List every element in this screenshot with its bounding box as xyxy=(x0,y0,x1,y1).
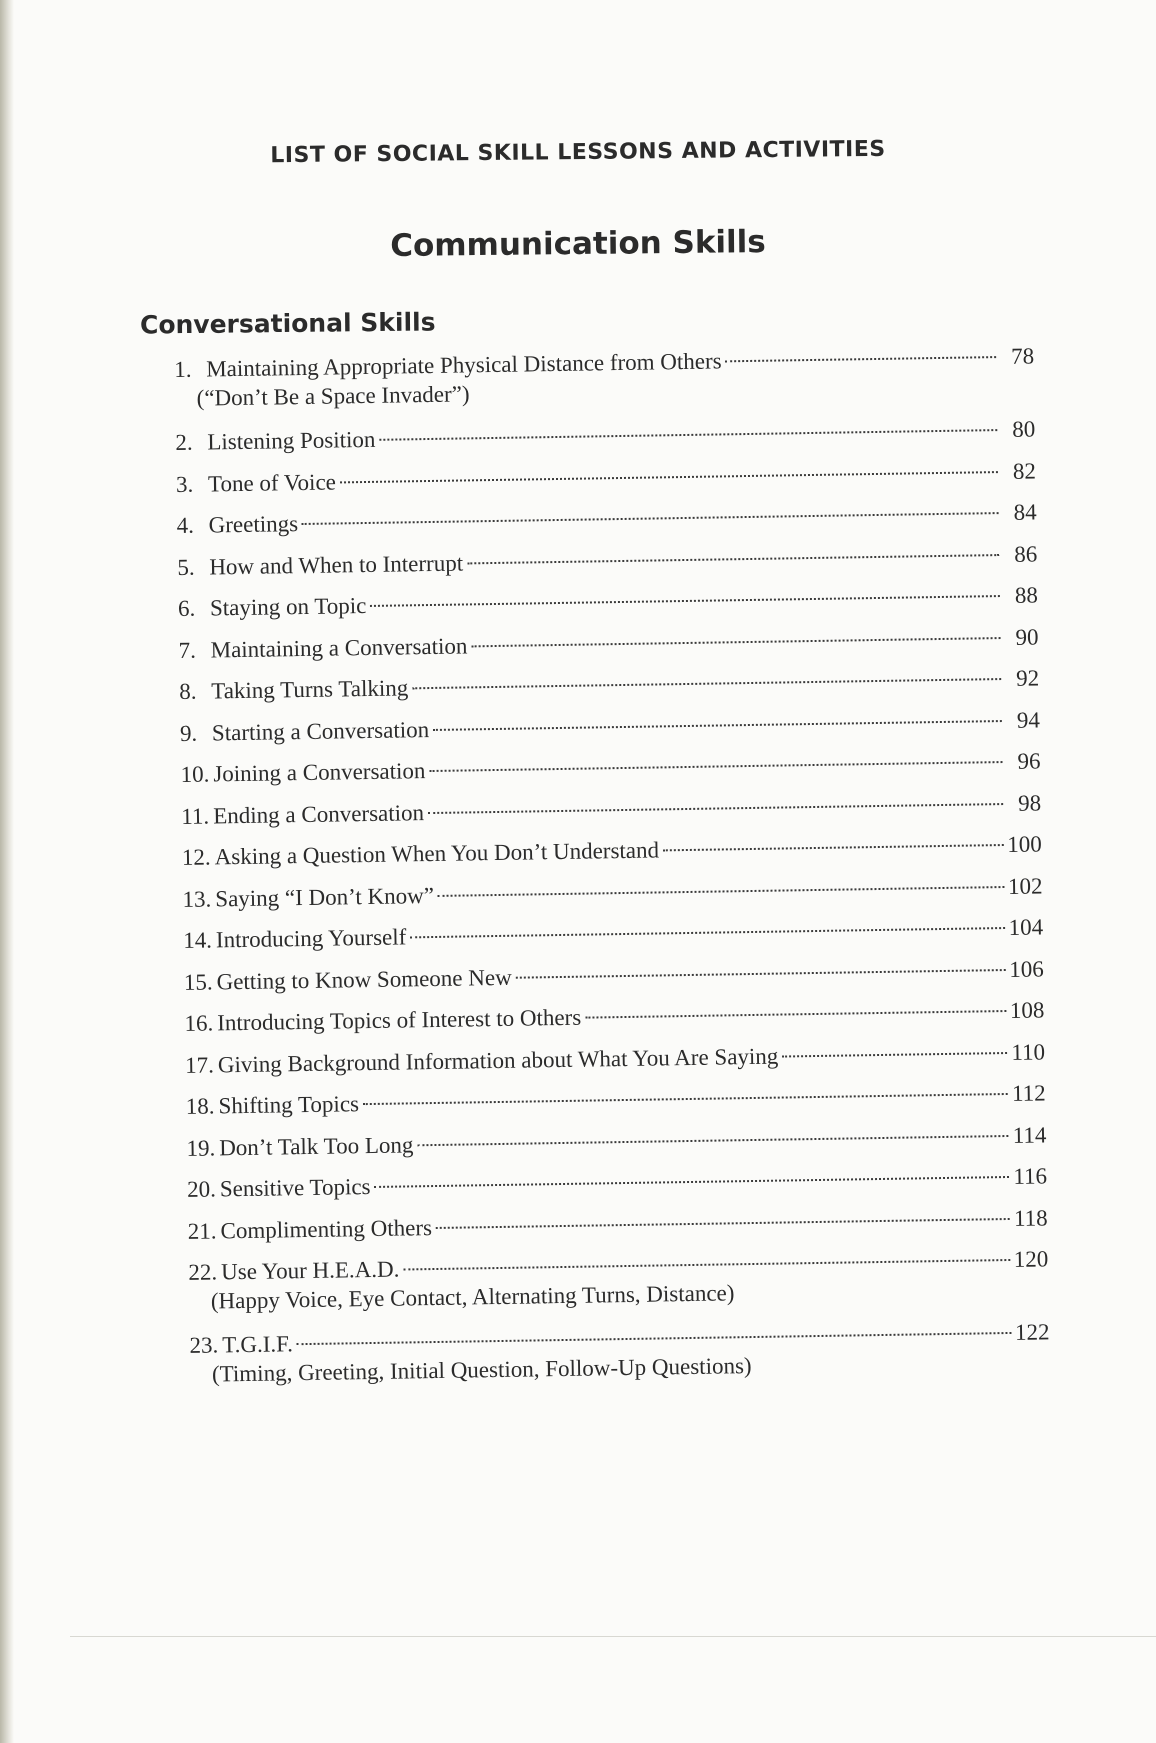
entry-number: 14. xyxy=(183,927,213,953)
entry-number: 6. xyxy=(177,595,196,621)
entry-page: 106 xyxy=(1009,955,1044,982)
entry-number: 19. xyxy=(186,1134,216,1161)
entry-number: 13. xyxy=(182,885,212,912)
entry-number: 5. xyxy=(177,554,195,580)
entry-title: Ending a Conversation xyxy=(213,799,425,828)
dot-leader xyxy=(429,761,1002,772)
dot-leader xyxy=(379,429,997,441)
entry-title: Don’t Talk Too Long xyxy=(219,1131,414,1160)
toc-entry xyxy=(186,1078,1046,1121)
entry-title: Use Your H.E.A.D. xyxy=(220,1256,400,1285)
dot-leader xyxy=(467,554,999,564)
entry-number: 7. xyxy=(178,637,197,663)
toc-entry xyxy=(183,912,1043,955)
toc-entry xyxy=(184,995,1044,1038)
dot-leader xyxy=(297,1332,1011,1345)
entry-title: Complimenting Others xyxy=(220,1214,433,1243)
toc-entry xyxy=(188,1244,1049,1316)
entry-page: 112 xyxy=(1011,1080,1046,1106)
entry-title: Staying on Topic xyxy=(209,593,367,621)
dot-leader xyxy=(726,356,997,362)
dot-leader xyxy=(417,1134,1008,1145)
entry-page: 120 xyxy=(1013,1246,1049,1272)
toc-entry xyxy=(179,663,1039,706)
entry-subtitle: (Happy Voice, Eye Contact, Alternating Turns, Distance) xyxy=(210,1280,735,1314)
entry-page: 118 xyxy=(1013,1204,1048,1231)
subsection-title: Conversational Skills xyxy=(139,307,436,340)
dot-leader xyxy=(436,1217,1010,1228)
entry-subtitle: (Timing, Greeting, Initial Question, Follow-Up Questions) xyxy=(211,1353,752,1387)
dot-leader xyxy=(363,1093,1008,1105)
toc-entry xyxy=(177,539,1037,582)
entry-subtitle: (“Don’t Be a Space Invader”) xyxy=(196,381,470,411)
toc-entry xyxy=(188,1203,1048,1246)
dot-leader xyxy=(412,678,1001,689)
entry-number: 2. xyxy=(175,429,193,455)
entry-page: 80 xyxy=(1012,416,1036,442)
entry-page: 94 xyxy=(1016,706,1041,733)
dot-leader xyxy=(302,512,999,525)
entry-number: 21. xyxy=(187,1217,217,1244)
page-bottom-rule xyxy=(70,1636,1156,1637)
list-heading: LIST OF SOCIAL SKILL LESSONS AND ACTIVITIES xyxy=(270,136,886,169)
entry-title: T.G.I.F. xyxy=(222,1331,294,1358)
entry-number: 12. xyxy=(181,844,211,870)
entry-number: 9. xyxy=(179,720,198,746)
dot-leader xyxy=(663,844,1003,851)
toc-entry xyxy=(176,456,1036,499)
entry-number: 23. xyxy=(189,1332,219,1358)
toc-entry xyxy=(181,788,1041,831)
entry-title: Introducing Yourself xyxy=(215,924,407,953)
entry-title: Giving Background Information about What You Are Saying xyxy=(217,1043,779,1077)
toc-entry xyxy=(187,1161,1047,1204)
entry-title: Maintaining Appropriate Physical Distance from Others xyxy=(206,348,722,382)
dot-leader xyxy=(410,927,1004,938)
dot-leader xyxy=(370,595,1000,607)
dot-leader xyxy=(428,803,1003,814)
entry-number: 18. xyxy=(185,1093,215,1119)
entry-number: 15. xyxy=(183,968,213,995)
toc-entry xyxy=(178,580,1038,623)
dot-leader xyxy=(471,637,1000,647)
entry-page: 90 xyxy=(1015,623,1039,650)
entry-number: 17. xyxy=(184,1051,215,1078)
entry-page: 116 xyxy=(1013,1163,1048,1189)
entry-page: 92 xyxy=(1015,665,1040,691)
entry-title: Taking Turns Talking xyxy=(211,675,409,704)
entry-number: 1. xyxy=(174,356,192,382)
toc-entry xyxy=(182,871,1042,914)
toc-entry xyxy=(182,829,1042,872)
entry-number: 20. xyxy=(186,1176,217,1202)
dot-leader xyxy=(340,471,998,483)
entry-title: Shifting Topics xyxy=(218,1091,360,1119)
entry-title: Joining a Conversation xyxy=(213,758,426,787)
entry-page: 98 xyxy=(1017,789,1042,816)
dot-leader xyxy=(585,1010,1006,1019)
toc-entry xyxy=(180,746,1040,789)
toc-entry xyxy=(178,622,1038,665)
toc-entry xyxy=(184,954,1044,997)
entry-number: 3. xyxy=(175,471,194,497)
entry-page: 86 xyxy=(1014,540,1038,567)
toc-entry xyxy=(185,1037,1045,1080)
dot-leader xyxy=(433,720,1002,731)
entry-page: 96 xyxy=(1017,748,1041,774)
toc-entry xyxy=(186,1120,1046,1163)
entry-title: Greetings xyxy=(208,511,299,538)
toc-entry xyxy=(176,497,1036,540)
entry-page: 82 xyxy=(1012,457,1037,484)
dot-leader xyxy=(374,1176,1009,1188)
entry-title: Starting a Conversation xyxy=(211,716,430,745)
toc-entry xyxy=(180,705,1040,748)
entry-page: 114 xyxy=(1012,1121,1047,1148)
entry-number: 11. xyxy=(181,803,210,829)
entry-page: 122 xyxy=(1014,1319,1050,1345)
entry-page: 78 xyxy=(1010,343,1035,369)
dot-leader xyxy=(438,886,1004,897)
entry-number: 22. xyxy=(188,1259,218,1285)
toc-entry xyxy=(175,414,1035,457)
entry-title: Tone of Voice xyxy=(207,468,337,496)
entry-title: Introducing Topics of Interest to Others xyxy=(217,1004,582,1036)
dot-leader xyxy=(403,1259,1009,1271)
entry-number: 8. xyxy=(179,678,197,704)
entry-number: 16. xyxy=(184,1010,214,1036)
entry-title: Saying “I Don’t Know” xyxy=(215,882,435,911)
toc-entry xyxy=(189,1317,1050,1389)
entry-page: 104 xyxy=(1008,914,1044,940)
toc-entry xyxy=(174,341,1035,413)
entry-number: 4. xyxy=(176,512,195,538)
dot-leader xyxy=(516,969,1006,979)
dot-leader xyxy=(782,1052,1007,1058)
entry-page: 100 xyxy=(1007,831,1042,857)
entry-page: 108 xyxy=(1009,997,1045,1023)
entry-title: How and When to Interrupt xyxy=(209,549,464,579)
entry-number: 10. xyxy=(180,761,210,787)
section-title: Communication Skills xyxy=(390,224,766,264)
entry-title: Sensitive Topics xyxy=(219,1174,371,1202)
entry-page: 102 xyxy=(1007,872,1043,899)
entry-title: Getting to Know Someone New xyxy=(216,964,512,994)
entry-title: Listening Position xyxy=(207,426,376,455)
table-of-contents xyxy=(174,341,1050,1403)
entry-title: Asking a Question When You Don’t Understand xyxy=(214,837,660,870)
entry-page: 110 xyxy=(1011,1038,1046,1065)
entry-title: Maintaining a Conversation xyxy=(210,632,468,662)
entry-page: 84 xyxy=(1013,499,1037,525)
entry-page: 88 xyxy=(1014,582,1039,608)
